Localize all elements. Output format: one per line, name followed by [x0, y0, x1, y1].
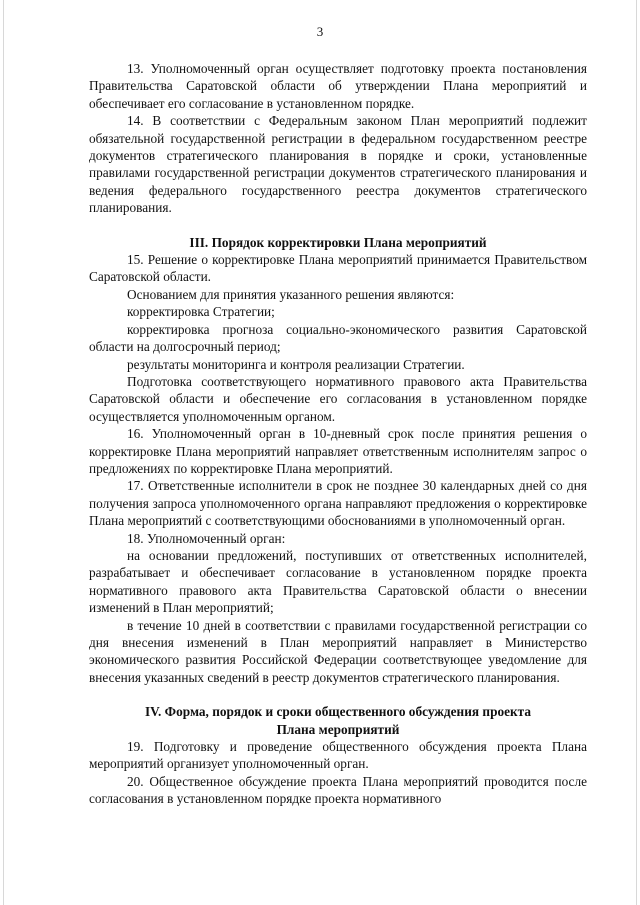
paragraph-18-item-1: на основании предложений, поступивших от ответственных исполнителей, разрабатывает и обеспечивает согласование в установленном порядке проекта нормативного правового акта Правительства Саратовской области о внесении изменений в План мероприятий; [89, 547, 587, 616]
paragraph-16: 16. Уполномоченный орган в 10-дневный срок после принятия решения о корректировке Плана мероприятий направляет ответственным исполнителям запрос о предложениях по корректировке Плана мероприятий. [89, 426, 587, 476]
paragraph-13: 13. Уполномоченный орган осуществляет подготовку проекта постановления Правительства Саратовской области об утверждении Плана мероприятий и обеспечивает его согласование в установленном порядке. [89, 61, 587, 111]
section-heading-4-line-2: Плана мероприятий [276, 721, 400, 737]
paragraph-18: 18. Уполномоченный орган: [127, 530, 286, 546]
section-heading-3: III. Порядок корректировки Плана мероприятий [189, 234, 487, 250]
paragraph-14: 14. В соответствии с Федеральным законом План мероприятий подлежит обязательной государственной регистрации в федеральном государственном реестре документов стратегического планирования в порядке и сроки, установленные правилами государственной регистрации документов стратегического планирования и ведения федерального государственного реестра документов стратегического планирования. [89, 113, 587, 216]
page-number: 3 [316, 24, 324, 39]
paragraph-15-item-1: корректировка Стратегии; [127, 304, 275, 320]
paragraph-15-basis: Основанием для принятия указанного решения являются: [127, 286, 455, 302]
paragraph-18-item-2: в течение 10 дней в соответствии с правилами государственной регистрации со дня внесения изменений в План мероприятий направляет в Министерство экономического развития Российской Федерации соответствующее уведомление для внесения указанных сведений в реестр документов стратегического планирования. [89, 617, 587, 685]
scan-edge-left [3, 0, 4, 905]
document-body [89, 60, 587, 808]
paragraph-17: 17. Ответственные исполнители в срок не позднее 30 календарных дней со дня получения запроса уполномоченного органа направляют предложения о корректировке Плана мероприятий с соответствующими обоснованиями в уполномоченный орган. [89, 478, 587, 529]
paragraph-19: 19. Подготовку и проведение общественного обсуждения проекта Плана мероприятий организует уполномоченный орган. [89, 739, 587, 772]
paragraph-15-item-2: корректировка прогноза социально-экономического развития Саратовской области на долгосрочный период; [89, 321, 587, 355]
section-heading-4-line-1: IV. Форма, порядок и сроки общественного обсуждения проекта [144, 704, 532, 720]
paragraph-15-item-3: результаты мониторинга и контроля реализации Стратегии. [127, 356, 465, 372]
paragraph-20: 20. Общественное обсуждение проекта Плана мероприятий проводится после согласования в установленном порядке проекта нормативного [89, 773, 587, 807]
scan-edge-right [636, 0, 637, 905]
paragraph-15: 15. Решение о корректировке Плана мероприятий принимается Правительством Саратовской области. [89, 252, 587, 285]
paragraph-15-preparation: Подготовка соответствующего нормативного правового акта Правительства Саратовской области и обеспечение его согласования в установленном порядке осуществляется уполномоченным органом. [89, 373, 587, 424]
